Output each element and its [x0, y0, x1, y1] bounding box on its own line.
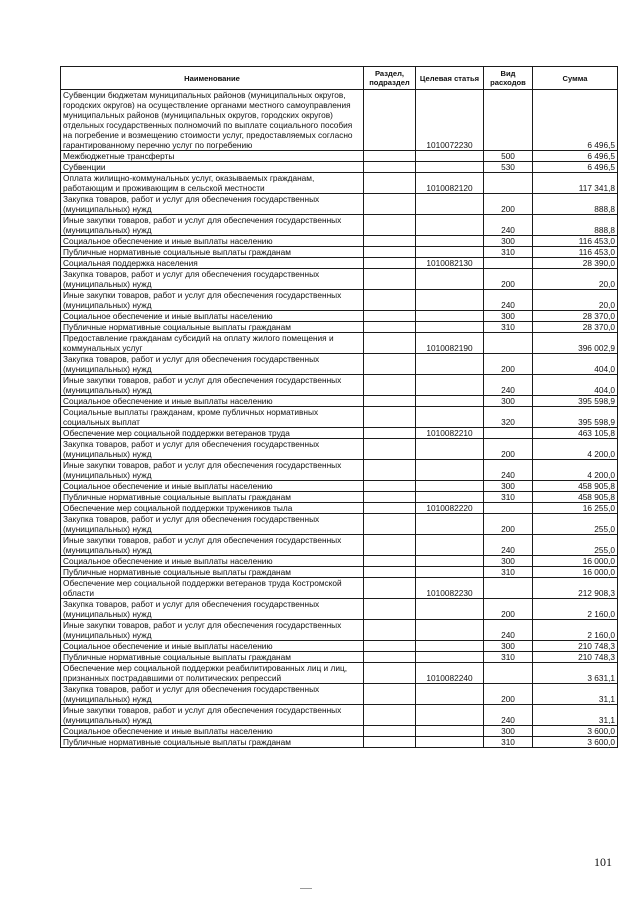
cell-kind: 300 [484, 396, 533, 407]
budget-table [60, 66, 618, 748]
table-row [61, 194, 618, 215]
table-row [61, 535, 618, 556]
cell-sum: 20,0 [533, 290, 618, 311]
cell-target: 1010082120 [416, 173, 484, 194]
cell-name: Обеспечение мер социальной поддержки ветеранов труда [61, 428, 364, 439]
cell-name: Обеспечение мер социальной поддержки ветеранов труда Костромской области [61, 578, 364, 599]
table-row [61, 620, 618, 641]
cell-section [364, 428, 416, 439]
table-row [61, 460, 618, 481]
cell-target [416, 514, 484, 535]
cell-name: Публичные нормативные социальные выплаты гражданам [61, 492, 364, 503]
cell-kind: 200 [484, 269, 533, 290]
cell-kind [484, 663, 533, 684]
page-number: 101 [594, 855, 612, 869]
cell-section [364, 173, 416, 194]
cell-target [416, 492, 484, 503]
cell-target [416, 247, 484, 258]
table-row [61, 567, 618, 578]
cell-target [416, 556, 484, 567]
cell-name: Социальное обеспечение и иные выплаты населению [61, 726, 364, 737]
table-row [61, 514, 618, 535]
cell-kind: 240 [484, 535, 533, 556]
cell-sum: 255,0 [533, 514, 618, 535]
cell-sum: 28 390,0 [533, 258, 618, 269]
cell-target [416, 215, 484, 236]
cell-sum: 458 905,8 [533, 492, 618, 503]
cell-kind [484, 258, 533, 269]
cell-target [416, 567, 484, 578]
cell-sum: 458 905,8 [533, 481, 618, 492]
cell-target [416, 652, 484, 663]
cell-target: 1010082130 [416, 258, 484, 269]
table-row [61, 726, 618, 737]
cell-target [416, 620, 484, 641]
cell-target: 1010082220 [416, 503, 484, 514]
header-section: Раздел, подраздел [364, 67, 416, 90]
cell-kind [484, 578, 533, 599]
table-row [61, 290, 618, 311]
cell-name: Иные закупки товаров, работ и услуг для обеспечения государственных (муниципальных) нужд [61, 290, 364, 311]
cell-section [364, 460, 416, 481]
cell-name: Закупка товаров, работ и услуг для обеспечения государственных (муниципальных) нужд [61, 354, 364, 375]
cell-section [364, 567, 416, 578]
table-row [61, 652, 618, 663]
cell-sum: 255,0 [533, 535, 618, 556]
cell-section [364, 620, 416, 641]
cell-name: Закупка товаров, работ и услуг для обеспечения государственных (муниципальных) нужд [61, 684, 364, 705]
header-kind: Вид расходов [484, 67, 533, 90]
cell-name: Иные закупки товаров, работ и услуг для обеспечения государственных (муниципальных) нужд [61, 375, 364, 396]
cell-sum: 463 105,8 [533, 428, 618, 439]
cell-target [416, 194, 484, 215]
table-row [61, 737, 618, 748]
cell-name: Закупка товаров, работ и услуг для обеспечения государственных (муниципальных) нужд [61, 194, 364, 215]
cell-name: Социальное обеспечение и иные выплаты населению [61, 396, 364, 407]
cell-kind: 240 [484, 620, 533, 641]
cell-name: Субвенции [61, 162, 364, 173]
cell-name: Закупка товаров, работ и услуг для обеспечения государственных (муниципальных) нужд [61, 599, 364, 620]
cell-kind: 300 [484, 556, 533, 567]
cell-name: Социальное обеспечение и иные выплаты населению [61, 236, 364, 247]
table-row [61, 90, 618, 151]
cell-kind: 200 [484, 354, 533, 375]
cell-section [364, 162, 416, 173]
table-row [61, 333, 618, 354]
cell-sum: 3 600,0 [533, 737, 618, 748]
table-row [61, 354, 618, 375]
cell-section [364, 151, 416, 162]
cell-sum: 6 496,5 [533, 90, 618, 151]
cell-kind: 310 [484, 247, 533, 258]
cell-name: Социальное обеспечение и иные выплаты населению [61, 641, 364, 652]
cell-name: Иные закупки товаров, работ и услуг для обеспечения государственных (муниципальных) нужд [61, 705, 364, 726]
cell-kind: 310 [484, 322, 533, 333]
cell-target: 1010082190 [416, 333, 484, 354]
cell-name: Социальное обеспечение и иные выплаты населению [61, 556, 364, 567]
cell-sum: 116 453,0 [533, 247, 618, 258]
cell-name: Обеспечение мер социальной поддержки тружеников тыла [61, 503, 364, 514]
bottom-divider [300, 888, 312, 889]
cell-target [416, 439, 484, 460]
cell-name: Иные закупки товаров, работ и услуг для обеспечения государственных (муниципальных) нужд [61, 620, 364, 641]
cell-sum: 210 748,3 [533, 641, 618, 652]
cell-section [364, 737, 416, 748]
cell-target [416, 375, 484, 396]
cell-target [416, 481, 484, 492]
cell-name: Социальные выплаты гражданам, кроме публичных нормативных социальных выплат [61, 407, 364, 428]
table-row [61, 705, 618, 726]
cell-kind: 200 [484, 599, 533, 620]
cell-name: Предоставление гражданам субсидий на оплату жилого помещения и коммунальных услуг [61, 333, 364, 354]
cell-target [416, 236, 484, 247]
cell-name: Публичные нормативные социальные выплаты гражданам [61, 322, 364, 333]
cell-section [364, 535, 416, 556]
cell-section [364, 258, 416, 269]
cell-name: Социальная поддержка населения [61, 258, 364, 269]
cell-kind: 320 [484, 407, 533, 428]
table-row [61, 236, 618, 247]
cell-sum: 31,1 [533, 705, 618, 726]
cell-target [416, 269, 484, 290]
cell-sum: 395 598,9 [533, 396, 618, 407]
cell-target [416, 151, 484, 162]
cell-kind: 240 [484, 460, 533, 481]
cell-target [416, 407, 484, 428]
cell-section [364, 396, 416, 407]
table-row [61, 322, 618, 333]
cell-sum: 16 000,0 [533, 556, 618, 567]
cell-target [416, 705, 484, 726]
cell-section [364, 439, 416, 460]
cell-kind: 240 [484, 215, 533, 236]
cell-name: Обеспечение мер социальной поддержки реабилитированных лиц и лиц, признанных пострадавшими от политических репрессий [61, 663, 364, 684]
cell-name: Межбюджетные трансферты [61, 151, 364, 162]
cell-kind: 300 [484, 726, 533, 737]
budget-document [60, 66, 617, 748]
cell-sum: 4 200,0 [533, 460, 618, 481]
table-row [61, 599, 618, 620]
cell-kind: 300 [484, 311, 533, 322]
cell-section [364, 705, 416, 726]
cell-section [364, 269, 416, 290]
cell-kind: 240 [484, 290, 533, 311]
header-row [61, 67, 618, 90]
table-row [61, 492, 618, 503]
table-row [61, 247, 618, 258]
cell-sum: 212 908,3 [533, 578, 618, 599]
cell-target: 1010082240 [416, 663, 484, 684]
table-row [61, 439, 618, 460]
cell-section [364, 290, 416, 311]
cell-sum: 16 000,0 [533, 567, 618, 578]
table-row [61, 375, 618, 396]
cell-kind: 300 [484, 236, 533, 247]
cell-section [364, 514, 416, 535]
cell-name: Оплата жилищно-коммунальных услуг, оказываемых гражданам, работающим и проживающим в сельской местности [61, 173, 364, 194]
table-row [61, 215, 618, 236]
cell-section [364, 194, 416, 215]
cell-section [364, 492, 416, 503]
cell-target [416, 396, 484, 407]
cell-sum: 16 255,0 [533, 503, 618, 514]
cell-name: Публичные нормативные социальные выплаты гражданам [61, 247, 364, 258]
cell-target [416, 737, 484, 748]
cell-sum: 31,1 [533, 684, 618, 705]
cell-sum: 888,8 [533, 194, 618, 215]
table-row [61, 556, 618, 567]
cell-sum: 2 160,0 [533, 599, 618, 620]
cell-name: Иные закупки товаров, работ и услуг для обеспечения государственных (муниципальных) нужд [61, 535, 364, 556]
cell-sum: 3 600,0 [533, 726, 618, 737]
cell-section [364, 684, 416, 705]
cell-sum: 20,0 [533, 269, 618, 290]
table-row [61, 258, 618, 269]
cell-sum: 210 748,3 [533, 652, 618, 663]
cell-sum: 404,0 [533, 375, 618, 396]
cell-sum: 3 631,1 [533, 663, 618, 684]
cell-kind [484, 173, 533, 194]
cell-target [416, 460, 484, 481]
cell-sum: 4 200,0 [533, 439, 618, 460]
cell-section [364, 247, 416, 258]
cell-kind: 310 [484, 492, 533, 503]
table-row [61, 481, 618, 492]
header-target: Целевая статья [416, 67, 484, 90]
cell-target: 1010082210 [416, 428, 484, 439]
cell-name: Иные закупки товаров, работ и услуг для обеспечения государственных (муниципальных) нужд [61, 215, 364, 236]
cell-sum: 395 598,9 [533, 407, 618, 428]
cell-sum: 404,0 [533, 354, 618, 375]
cell-name: Закупка товаров, работ и услуг для обеспечения государственных (муниципальных) нужд [61, 269, 364, 290]
cell-kind: 300 [484, 481, 533, 492]
cell-sum: 888,8 [533, 215, 618, 236]
cell-section [364, 236, 416, 247]
cell-name: Субвенции бюджетам муниципальных районов (муниципальных округов, городских округов) на осуществление органами местного самоуправления муниципальных районов (муниципальных округов, городских округов) отдельных государственных полномочий по выплате социального пособия на погребение и возмещению стоимости услуг, предоставляемых согласно гарантированному перечню услуг по погребению [61, 90, 364, 151]
table-row [61, 407, 618, 428]
table-row [61, 663, 618, 684]
cell-target [416, 684, 484, 705]
cell-kind [484, 503, 533, 514]
cell-target [416, 162, 484, 173]
cell-kind: 530 [484, 162, 533, 173]
table-body [61, 90, 618, 748]
cell-kind: 500 [484, 151, 533, 162]
cell-sum: 6 496,5 [533, 162, 618, 173]
table-row [61, 396, 618, 407]
cell-kind: 200 [484, 514, 533, 535]
cell-section [364, 599, 416, 620]
cell-sum: 116 453,0 [533, 236, 618, 247]
header-sum: Сумма [533, 67, 618, 90]
cell-kind: 200 [484, 684, 533, 705]
cell-name: Социальное обеспечение и иные выплаты населению [61, 481, 364, 492]
cell-name: Социальное обеспечение и иные выплаты населению [61, 311, 364, 322]
cell-section [364, 503, 416, 514]
table-row [61, 641, 618, 652]
cell-section [364, 354, 416, 375]
cell-target [416, 322, 484, 333]
table-row [61, 162, 618, 173]
table-header [61, 67, 618, 90]
table-row [61, 684, 618, 705]
cell-sum: 28 370,0 [533, 322, 618, 333]
cell-target: 1010072230 [416, 90, 484, 151]
cell-kind: 240 [484, 705, 533, 726]
cell-kind: 310 [484, 652, 533, 663]
table-row [61, 578, 618, 599]
cell-name: Публичные нормативные социальные выплаты гражданам [61, 737, 364, 748]
cell-section [364, 322, 416, 333]
cell-kind [484, 333, 533, 354]
cell-section [364, 90, 416, 151]
cell-sum: 6 496,5 [533, 151, 618, 162]
cell-section [364, 641, 416, 652]
cell-section [364, 578, 416, 599]
cell-sum: 396 002,9 [533, 333, 618, 354]
cell-name: Иные закупки товаров, работ и услуг для обеспечения государственных (муниципальных) нужд [61, 460, 364, 481]
cell-section [364, 407, 416, 428]
header-name: Наименование [61, 67, 364, 90]
cell-kind [484, 90, 533, 151]
cell-kind: 200 [484, 439, 533, 460]
cell-target: 1010082230 [416, 578, 484, 599]
cell-section [364, 481, 416, 492]
table-row [61, 151, 618, 162]
cell-name: Закупка товаров, работ и услуг для обеспечения государственных (муниципальных) нужд [61, 439, 364, 460]
cell-section [364, 556, 416, 567]
cell-section [364, 663, 416, 684]
cell-section [364, 726, 416, 737]
cell-name: Публичные нормативные социальные выплаты гражданам [61, 567, 364, 578]
cell-kind: 240 [484, 375, 533, 396]
cell-section [364, 652, 416, 663]
cell-section [364, 311, 416, 322]
table-row [61, 428, 618, 439]
cell-target [416, 535, 484, 556]
cell-name: Закупка товаров, работ и услуг для обеспечения государственных (муниципальных) нужд [61, 514, 364, 535]
table-row [61, 173, 618, 194]
cell-section [364, 375, 416, 396]
cell-name: Публичные нормативные социальные выплаты гражданам [61, 652, 364, 663]
cell-target [416, 311, 484, 322]
table-row [61, 503, 618, 514]
cell-section [364, 215, 416, 236]
cell-kind: 200 [484, 194, 533, 215]
cell-kind [484, 428, 533, 439]
cell-sum: 28 370,0 [533, 311, 618, 322]
cell-section [364, 333, 416, 354]
cell-sum: 2 160,0 [533, 620, 618, 641]
table-row [61, 269, 618, 290]
cell-target [416, 641, 484, 652]
cell-kind: 300 [484, 641, 533, 652]
cell-target [416, 726, 484, 737]
cell-target [416, 599, 484, 620]
cell-target [416, 290, 484, 311]
cell-sum: 117 341,8 [533, 173, 618, 194]
table-row [61, 311, 618, 322]
cell-kind: 310 [484, 737, 533, 748]
cell-kind: 310 [484, 567, 533, 578]
cell-target [416, 354, 484, 375]
